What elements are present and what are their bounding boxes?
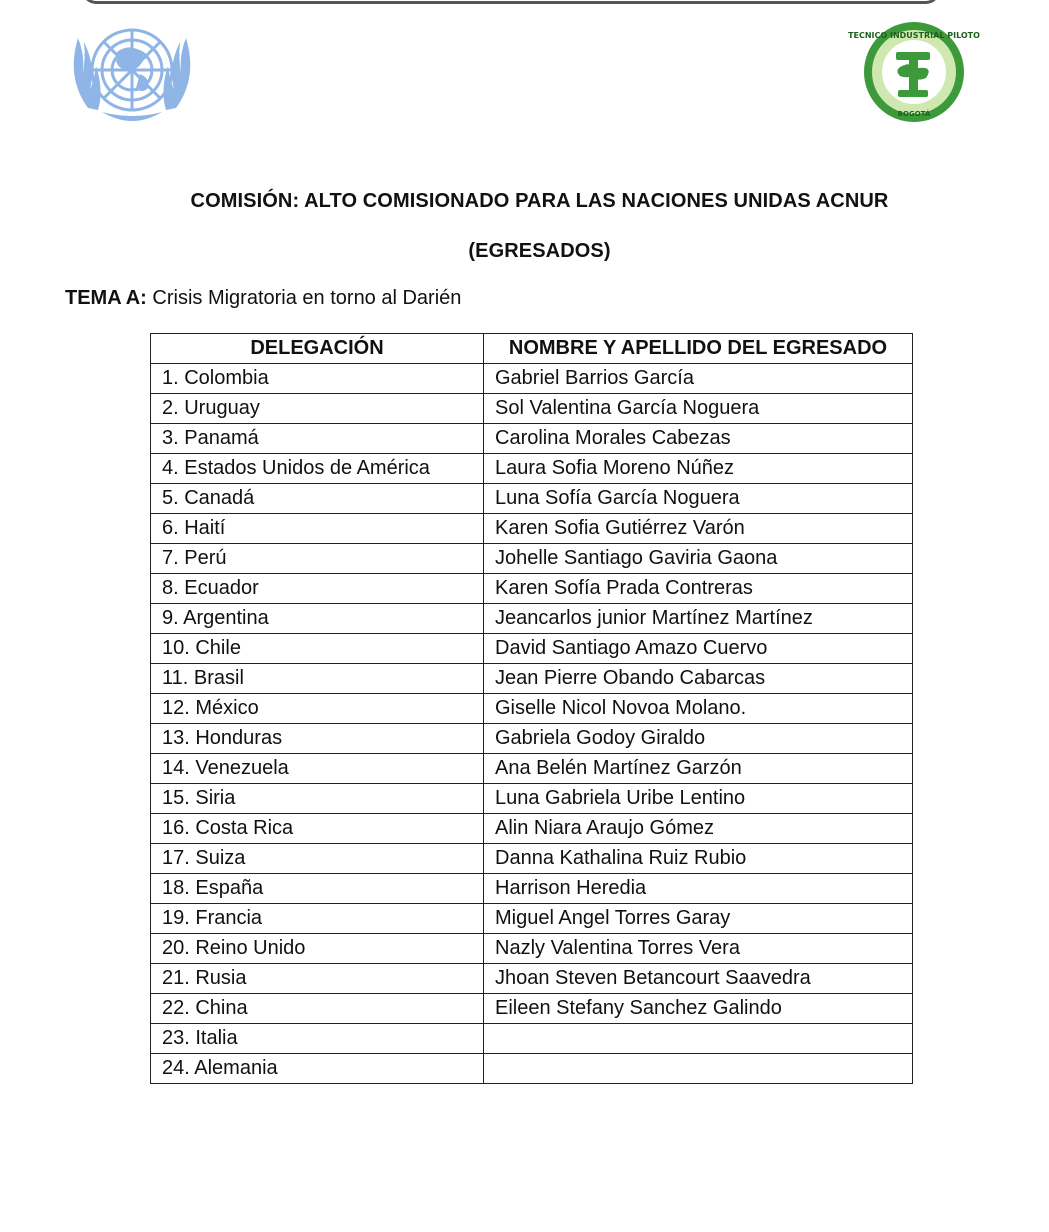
graduate-name-cell: Luna Gabriela Uribe Lentino [484,784,913,814]
topic-line [65,287,461,310]
table-row [151,394,913,424]
seal-bottom-text: BOGOTÁ [897,110,931,118]
table-row [151,964,913,994]
delegation-cell: 17. Suiza [151,844,484,874]
table-row [151,514,913,544]
graduate-name-cell: Harrison Heredia [484,874,913,904]
graduate-name-cell: David Santiago Amazo Cuervo [484,634,913,664]
table-row [151,874,913,904]
table-row [151,364,913,394]
graduate-name-cell: Ana Belén Martínez Garzón [484,754,913,784]
school-seal-logo [848,18,980,130]
delegation-cell: 20. Reino Unido [151,934,484,964]
table-header-row [151,334,913,364]
delegation-cell: 14. Venezuela [151,754,484,784]
graduate-name-cell [484,1054,913,1084]
delegation-cell: 8. Ecuador [151,574,484,604]
delegation-cell: 21. Rusia [151,964,484,994]
delegation-cell: 12. México [151,694,484,724]
delegation-cell: 18. España [151,874,484,904]
top-frame-edge [82,0,940,4]
delegation-cell: 13. Honduras [151,724,484,754]
table-row [151,574,913,604]
topic-text: Crisis Migratoria en torno al Darién [146,287,462,309]
table-row [151,1024,913,1054]
delegation-cell: 11. Brasil [151,664,484,694]
delegation-cell: 10. Chile [151,634,484,664]
graduate-name-cell: Nazly Valentina Torres Vera [484,934,913,964]
table-row [151,424,913,454]
topic-label: TEMA A: [65,287,147,309]
table-row [151,904,913,934]
graduate-name-cell: Alin Niara Araujo Gómez [484,814,913,844]
delegations-table [150,333,913,1084]
graduate-name-cell: Luna Sofía García Noguera [484,484,913,514]
graduate-name-cell: Carolina Morales Cabezas [484,424,913,454]
graduate-name-cell: Giselle Nicol Novoa Molano. [484,694,913,724]
graduate-name-cell: Gabriela Godoy Giraldo [484,724,913,754]
graduate-name-cell: Sol Valentina García Noguera [484,394,913,424]
header-delegation: DELEGACIÓN [151,334,484,364]
table-row [151,544,913,574]
graduate-name-cell: Miguel Angel Torres Garay [484,904,913,934]
seal-top-text: TECNICO INDUSTRIAL PILOTO [848,31,980,40]
graduate-name-cell: Gabriel Barrios García [484,364,913,394]
commission-subtitle: (EGRESADOS) [468,240,611,262]
delegation-cell: 23. Italia [151,1024,484,1054]
delegation-cell: 9. Argentina [151,604,484,634]
table-row [151,1054,913,1084]
table-row [151,784,913,814]
graduate-name-cell: Eileen Stefany Sanchez Galindo [484,994,913,1024]
table-row [151,844,913,874]
table-row [151,484,913,514]
delegation-cell: 2. Uruguay [151,394,484,424]
table-row [151,634,913,664]
table-row [151,454,913,484]
graduate-name-cell: Jean Pierre Obando Cabarcas [484,664,913,694]
table-row [151,994,913,1024]
table-row [151,934,913,964]
delegation-cell: 15. Siria [151,784,484,814]
commission-title: COMISIÓN: ALTO COMISIONADO PARA LAS NACIONES UNIDAS ACNUR [190,190,889,212]
graduate-name-cell: Laura Sofia Moreno Núñez [484,454,913,484]
table-row [151,814,913,844]
header-graduate-name: NOMBRE Y APELLIDO DEL EGRESADO [484,334,913,364]
table-row [151,724,913,754]
graduate-name-cell: Karen Sofia Gutiérrez Varón [484,514,913,544]
delegation-cell: 19. Francia [151,904,484,934]
delegation-cell: 22. China [151,994,484,1024]
delegation-cell: 16. Costa Rica [151,814,484,844]
delegation-cell: 6. Haití [151,514,484,544]
delegation-cell: 7. Perú [151,544,484,574]
delegation-cell: 3. Panamá [151,424,484,454]
delegation-cell: 1. Colombia [151,364,484,394]
table-row [151,664,913,694]
graduate-name-cell: Johelle Santiago Gaviria Gaona [484,544,913,574]
delegation-cell: 5. Canadá [151,484,484,514]
delegation-cell: 24. Alemania [151,1054,484,1084]
graduate-name-cell: Jeancarlos junior Martínez Martínez [484,604,913,634]
table-row [151,604,913,634]
delegation-cell: 4. Estados Unidos de América [151,454,484,484]
table-row [151,754,913,784]
graduate-name-cell: Jhoan Steven Betancourt Saavedra [484,964,913,994]
graduate-name-cell: Karen Sofía Prada Contreras [484,574,913,604]
un-emblem-logo [62,12,202,132]
graduate-name-cell [484,1024,913,1054]
graduate-name-cell: Danna Kathalina Ruiz Rubio [484,844,913,874]
table-row [151,694,913,724]
